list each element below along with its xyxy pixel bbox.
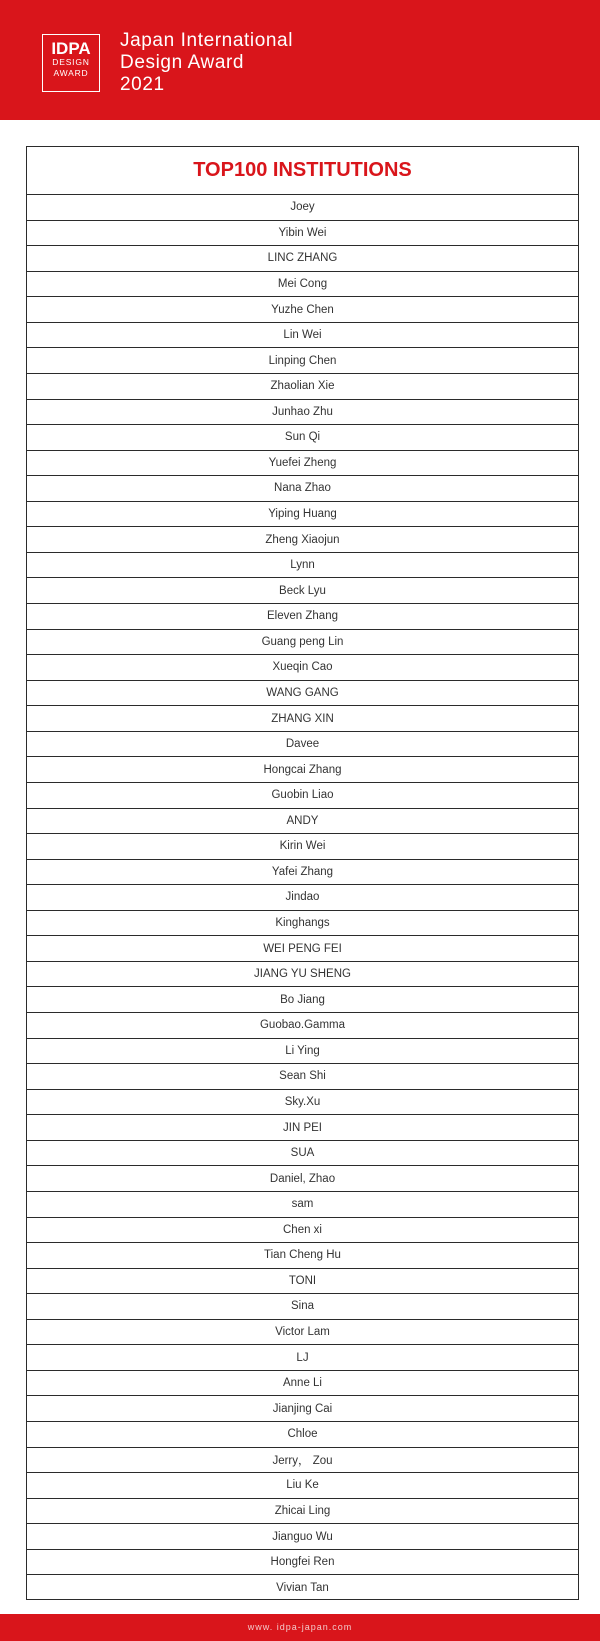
list-item: Jianguo Wu	[27, 1524, 578, 1550]
list-item: Yibin Wei	[27, 221, 578, 247]
list-item: Jerry， Zou	[27, 1448, 578, 1474]
list-item: Yuefei Zheng	[27, 451, 578, 477]
list-item: Tian Cheng Hu	[27, 1243, 578, 1269]
footer-url: www. idpa-japan.com	[0, 1614, 600, 1641]
list-item: Guang peng Lin	[27, 630, 578, 656]
list-item: Sean Shi	[27, 1064, 578, 1090]
list-item: Lynn	[27, 553, 578, 579]
list-item: Lin Wei	[27, 323, 578, 349]
list-item: Sun Qi	[27, 425, 578, 451]
list-item: Yiping Huang	[27, 502, 578, 528]
institutions-list	[26, 146, 579, 1600]
list-item: Jianjing Cai	[27, 1396, 578, 1422]
award-title-line: 2021	[120, 74, 165, 95]
list-item: Xueqin Cao	[27, 655, 578, 681]
list-rows	[27, 195, 578, 1600]
list-item: Eleven Zhang	[27, 604, 578, 630]
list-item: SUA	[27, 1141, 578, 1167]
list-item: Li Ying	[27, 1039, 578, 1065]
list-item: Yuzhe Chen	[27, 297, 578, 323]
list-item: LINC ZHANG	[27, 246, 578, 272]
logo-sub-text-1: DESIGN	[52, 57, 90, 67]
list-item: Bo Jiang	[27, 987, 578, 1013]
list-item: ANDY	[27, 809, 578, 835]
list-item: Davee	[27, 732, 578, 758]
list-item: Mei Cong	[27, 272, 578, 298]
list-item: Sina	[27, 1294, 578, 1320]
list-item: Zheng Xiaojun	[27, 527, 578, 553]
header-banner	[0, 0, 600, 120]
list-item: Zhaolian Xie	[27, 374, 578, 400]
list-item: Chen xi	[27, 1218, 578, 1244]
list-item: WEI PENG FEI	[27, 936, 578, 962]
list-item: JIN PEI	[27, 1115, 578, 1141]
award-title-line: Design Award	[120, 52, 245, 73]
list-item: Daniel, Zhao	[27, 1166, 578, 1192]
list-item: Liu Ke	[27, 1473, 578, 1499]
list-item: Hongfei Ren	[27, 1550, 578, 1576]
list-item: Anne Li	[27, 1371, 578, 1397]
list-item: Hongcai Zhang	[27, 757, 578, 783]
list-item: Jindao	[27, 885, 578, 911]
list-item: Victor Lam	[27, 1320, 578, 1346]
list-item: WANG GANG	[27, 681, 578, 707]
list-item: Chloe	[27, 1422, 578, 1448]
list-item: Guobin Liao	[27, 783, 578, 809]
list-item: TONI	[27, 1269, 578, 1295]
list-item: ZHANG XIN	[27, 706, 578, 732]
list-item: Joey	[27, 195, 578, 221]
list-item: LJ	[27, 1345, 578, 1371]
list-item: Kirin Wei	[27, 834, 578, 860]
list-item: Zhicai Ling	[27, 1499, 578, 1525]
list-item: sam	[27, 1192, 578, 1218]
list-title: TOP100 INSTITUTIONS	[27, 147, 578, 195]
list-item: Kinghangs	[27, 911, 578, 937]
list-item: Nana Zhao	[27, 476, 578, 502]
list-item: Yafei Zhang	[27, 860, 578, 886]
logo-main-text: IDPA	[51, 39, 91, 58]
award-title	[120, 30, 293, 96]
list-item: Linping Chen	[27, 348, 578, 374]
list-item: Junhao Zhu	[27, 400, 578, 426]
idpa-logo	[42, 34, 100, 92]
award-title-line: Japan International	[120, 30, 294, 51]
list-item: Beck Lyu	[27, 578, 578, 604]
list-item: Vivian Tan	[276, 1581, 329, 1594]
list-item: Guobao.Gamma	[27, 1013, 578, 1039]
logo-sub-text-2: AWARD	[53, 68, 89, 78]
list-item: JIANG YU SHENG	[27, 962, 578, 988]
list-item: Sky.Xu	[27, 1090, 578, 1116]
